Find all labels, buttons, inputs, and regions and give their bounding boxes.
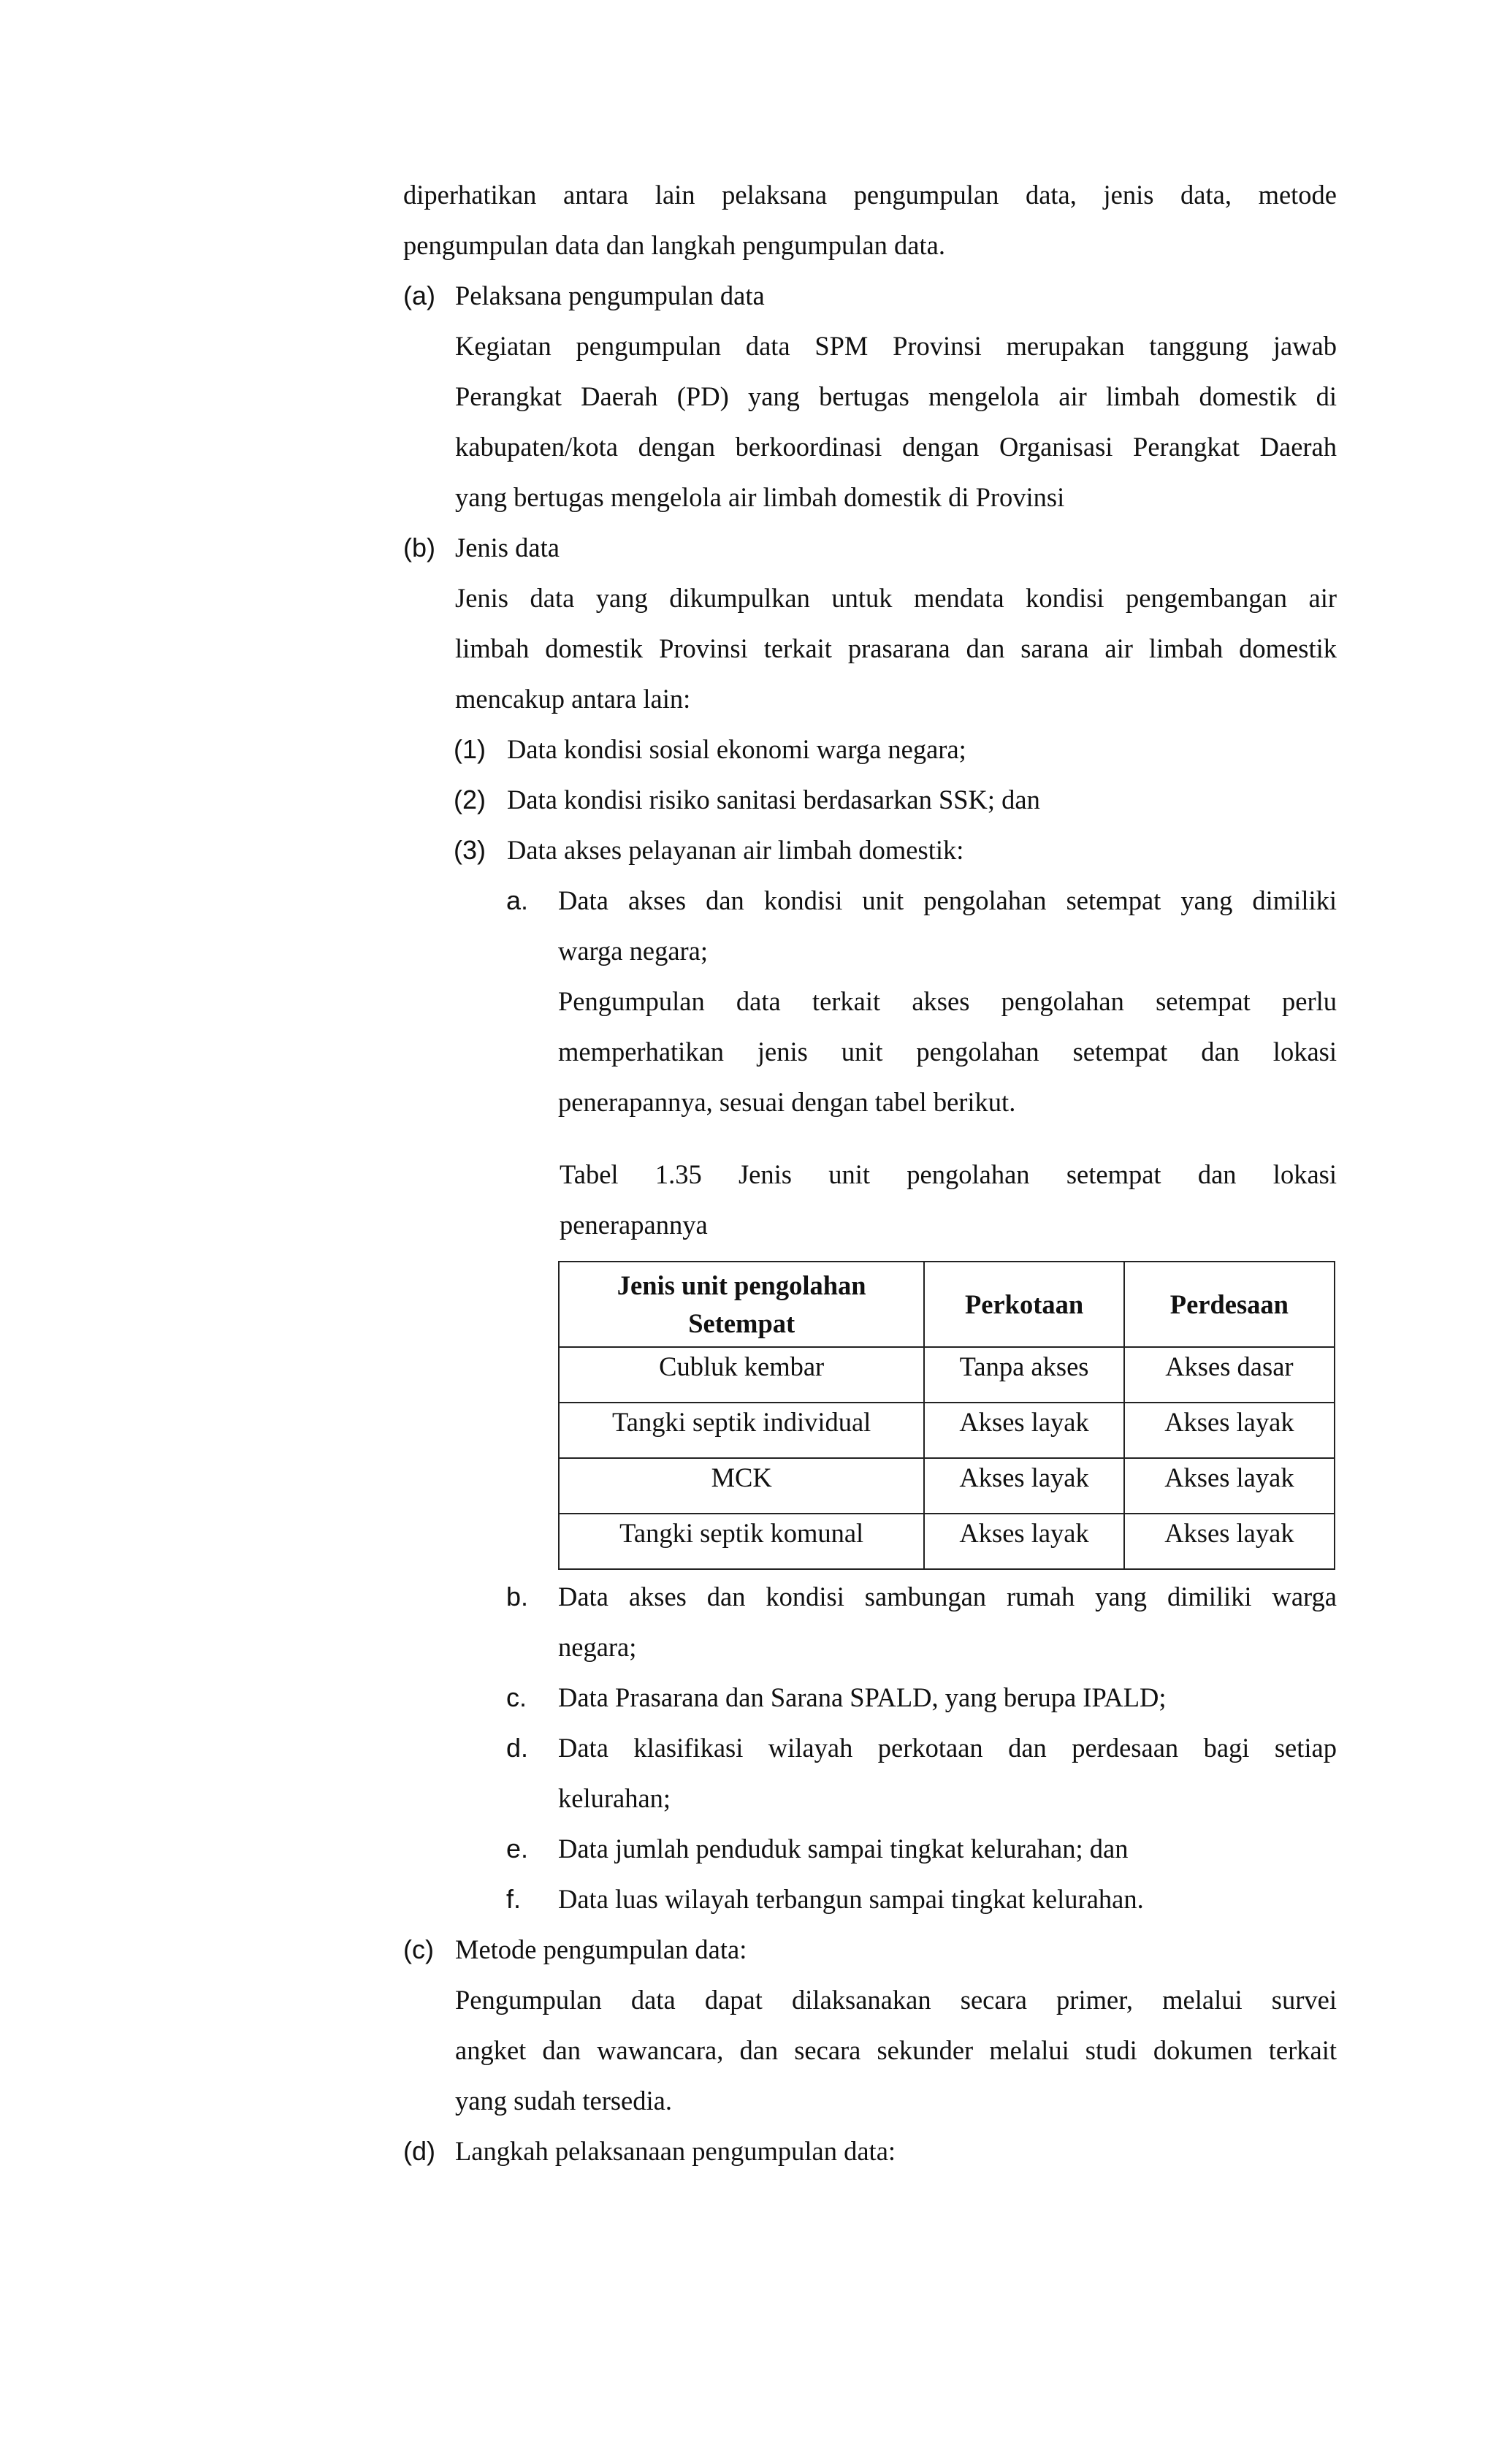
section-c-title: Metode pengumpulan data: bbox=[455, 1934, 747, 1964]
sub-item-c-marker: c. bbox=[506, 1682, 527, 1712]
section-a-body-1: Kegiatan pengumpulan data SPM Provinsi merupakan tanggung jawab bbox=[455, 331, 1337, 361]
table-cell: Akses layak bbox=[1124, 1514, 1335, 1569]
section-a-marker: (a) bbox=[403, 281, 435, 310]
table-cell: Akses layak bbox=[924, 1458, 1123, 1514]
list-item-1-text: Data kondisi sosial ekonomi warga negara; bbox=[507, 734, 966, 764]
table-cell: Akses layak bbox=[1124, 1458, 1335, 1514]
header-perdesaan: Perdesaan bbox=[1124, 1262, 1335, 1347]
sub-item-a-line-2: warga negara; bbox=[558, 936, 709, 966]
section-a-body-4: yang bertugas mengelola air limbah domestik di Provinsi bbox=[455, 482, 1065, 512]
list-item-1-marker: (1) bbox=[454, 734, 486, 764]
intro-line-1: diperhatikan antara lain pelaksana pengumpulan data, jenis data, metode bbox=[403, 180, 1337, 210]
sub-item-a-para-1: Pengumpulan data terkait akses pengolahan setempat perlu bbox=[558, 986, 1337, 1016]
sub-item-d-line-1: Data klasifikasi wilayah perkotaan dan perdesaan bagi setiap bbox=[558, 1733, 1337, 1763]
list-item-2-text: Data kondisi risiko sanitasi berdasarkan SSK; dan bbox=[507, 785, 1040, 815]
section-a-body-2: Perangkat Daerah (PD) yang bertugas mengelola air limbah domestik di bbox=[455, 381, 1337, 411]
section-b-body-1: Jenis data yang dikumpulkan untuk mendata kondisi pengembangan air bbox=[455, 583, 1337, 613]
table-row bbox=[559, 1403, 1335, 1458]
list-item-3-marker: (3) bbox=[454, 835, 486, 865]
table-cell: Akses layak bbox=[1124, 1403, 1335, 1458]
section-d-title: Langkah pelaksanaan pengumpulan data: bbox=[455, 2136, 896, 2166]
table-cell: Cubluk kembar bbox=[559, 1347, 924, 1403]
section-c-body-3: yang sudah tersedia. bbox=[455, 2086, 672, 2116]
sub-item-f-line-1: Data luas wilayah terbangun sampai tingkat kelurahan. bbox=[558, 1884, 1144, 1914]
table-cell: Akses layak bbox=[924, 1403, 1123, 1458]
section-b-body-2: limbah domestik Provinsi terkait prasarana dan sarana air limbah domestik bbox=[455, 633, 1337, 663]
header-jenis-unit-line-1: Jenis unit pengolahan bbox=[617, 1270, 866, 1300]
sub-item-a-marker: a. bbox=[506, 885, 529, 915]
table-cell: Tangki septik individual bbox=[559, 1403, 924, 1458]
table-row bbox=[559, 1347, 1335, 1403]
sub-item-a-para-2: memperhatikan jenis unit pengolahan setempat dan lokasi bbox=[558, 1037, 1337, 1067]
section-c-body-2: angket dan wawancara, dan secara sekunder melalui studi dokumen terkait bbox=[455, 2035, 1337, 2065]
sub-item-d-marker: d. bbox=[506, 1733, 529, 1763]
sub-item-b-line-2: negara; bbox=[558, 1632, 637, 1662]
table-row bbox=[559, 1458, 1335, 1514]
section-c-body-1: Pengumpulan data dapat dilaksanakan secara primer, melalui survei bbox=[455, 1985, 1337, 2015]
table-row bbox=[559, 1514, 1335, 1569]
section-a-body-3: kabupaten/kota dengan berkoordinasi dengan Organisasi Perangkat Daerah bbox=[455, 432, 1337, 462]
sub-item-e-line-1: Data jumlah penduduk sampai tingkat kelurahan; dan bbox=[558, 1834, 1129, 1864]
section-d-marker: (d) bbox=[403, 2136, 435, 2166]
units-table bbox=[558, 1261, 1335, 1570]
section-b-marker: (b) bbox=[403, 533, 435, 562]
sub-item-e-marker: e. bbox=[506, 1834, 529, 1864]
header-jenis-unit-line-2: Setempat bbox=[688, 1308, 795, 1338]
section-b-body-3: mencakup antara lain: bbox=[455, 684, 691, 714]
sub-item-b-line-1: Data akses dan kondisi sambungan rumah yang dimiliki warga bbox=[558, 1582, 1337, 1611]
sub-item-a-para-3: penerapannya, sesuai dengan tabel berikut. bbox=[558, 1087, 1016, 1117]
table-caption-line-1: Tabel 1.35 Jenis unit pengolahan setempat dan lokasi bbox=[560, 1159, 1337, 1189]
table-cell: Akses layak bbox=[924, 1514, 1123, 1569]
header-perkotaan: Perkotaan bbox=[924, 1262, 1123, 1347]
section-b-title: Jenis data bbox=[455, 533, 560, 562]
section-c-marker: (c) bbox=[403, 1934, 434, 1964]
table-caption-line-2: penerapannya bbox=[560, 1210, 708, 1240]
sub-item-f-marker: f. bbox=[506, 1884, 522, 1914]
intro-line-2: pengumpulan data dan langkah pengumpulan data. bbox=[403, 230, 945, 260]
table-cell: Tanpa akses bbox=[924, 1347, 1123, 1403]
table-cell: MCK bbox=[559, 1458, 924, 1514]
list-item-3-text: Data akses pelayanan air limbah domestik: bbox=[507, 835, 964, 865]
header-jenis-unit bbox=[559, 1262, 924, 1347]
sub-item-d-line-2: kelurahan; bbox=[558, 1783, 671, 1813]
sub-item-b-marker: b. bbox=[506, 1582, 529, 1611]
section-a-title: Pelaksana pengumpulan data bbox=[455, 281, 765, 310]
sub-item-c-line-1: Data Prasarana dan Sarana SPALD, yang berupa IPALD; bbox=[558, 1682, 1167, 1712]
table-header-row bbox=[559, 1262, 1335, 1347]
sub-item-a-line-1: Data akses dan kondisi unit pengolahan setempat yang dimiliki bbox=[558, 885, 1337, 915]
table-cell: Tangki septik komunal bbox=[559, 1514, 924, 1569]
list-item-2-marker: (2) bbox=[454, 785, 486, 815]
table-cell: Akses dasar bbox=[1124, 1347, 1335, 1403]
